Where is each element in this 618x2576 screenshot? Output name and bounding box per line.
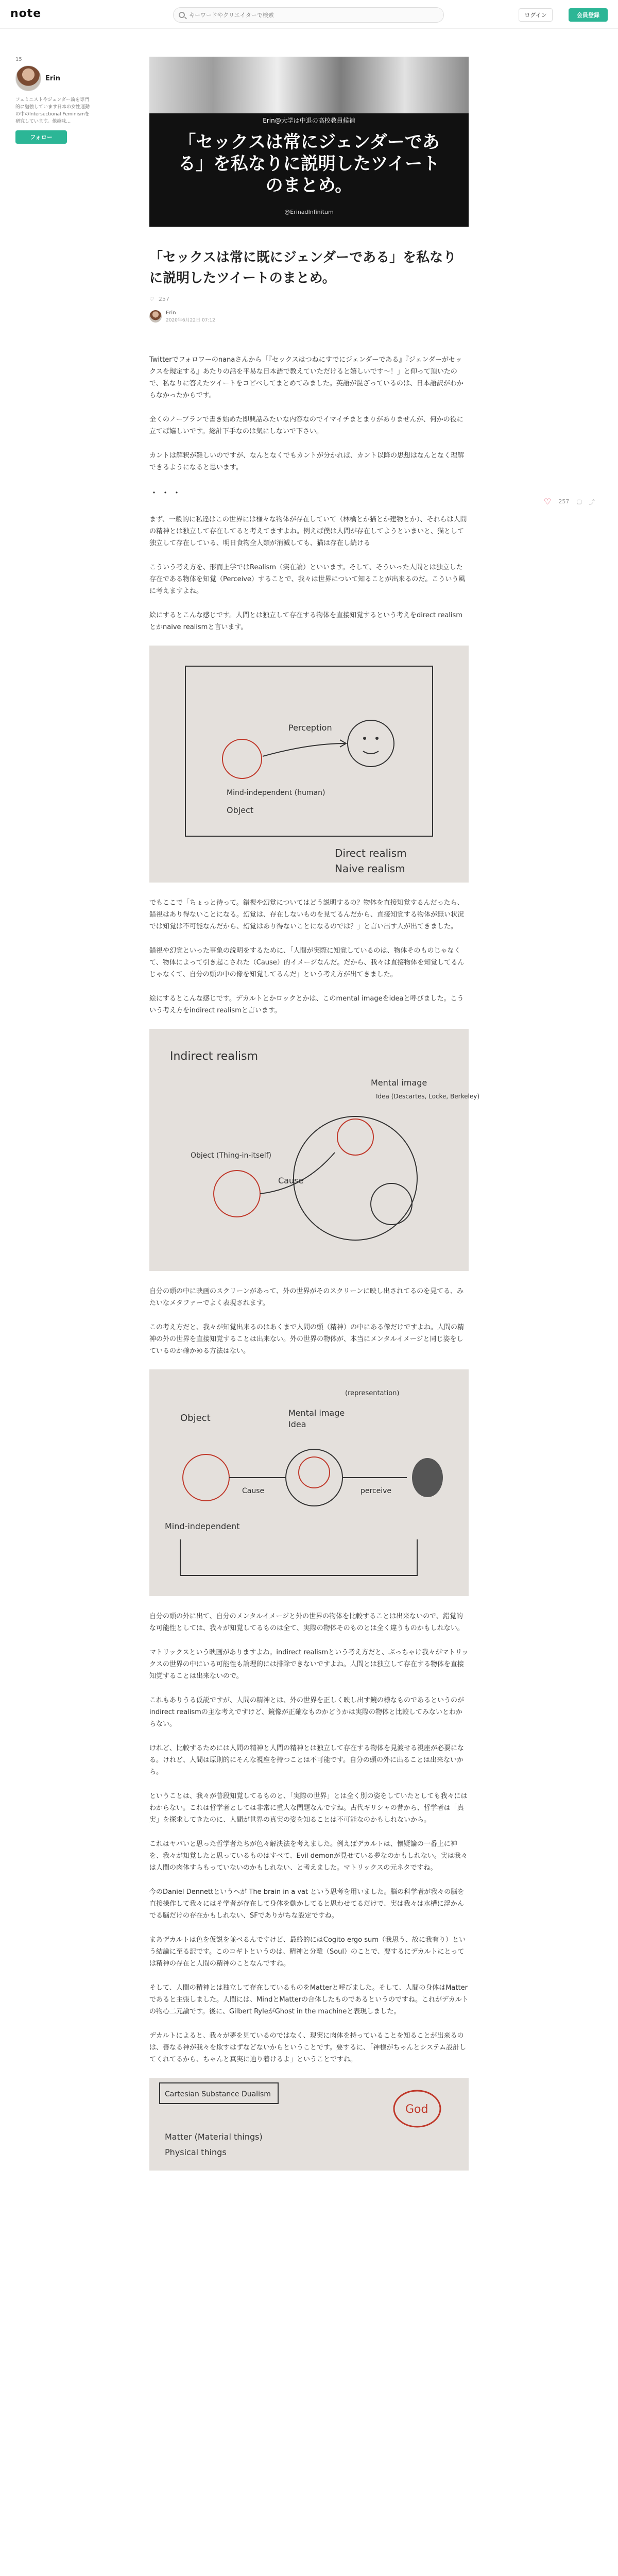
paragraph: 絵にするとこんな感じです。デカルトとかロックとかは、このmental imageをideaと呼びました。こういう考え方をindirect realismと言います。	[149, 995, 464, 1014]
avatar[interactable]	[15, 65, 41, 91]
paragraph: Twitterでフォロワーのnanaさんから「『セックスはつねにすでにジェンダーである』『ジェンダーがセックスを規定する』あたりの話を平易な日本語で教えていただけると嬉しいです〜！」と仰って頂いたので、私なりに答えたツイートをコピペしてまとめてみました。英語が混ざっているのは、日本語訳がわからなかったからです。	[149, 356, 464, 399]
paragraph: まず、一般的に私達はこの世界には様々な物体が存在していて（林檎とか猫とか建物とか）、それらは人間の精神とは独立して存在してると考えてますよね。例えば僕は人間が存在してようといまいと、猫として独立して存在している、明日食物全人類が消滅しても、猫は存在し続ける	[149, 516, 467, 547]
comment-icon[interactable]: ▢	[576, 498, 582, 505]
cover-photo	[149, 57, 469, 113]
login-button[interactable]: ログイン	[519, 8, 553, 22]
author-name[interactable]: Erin	[45, 74, 61, 82]
like-icon[interactable]: ♡	[149, 296, 154, 302]
figure-mental-image	[149, 1369, 469, 1596]
byline-avatar[interactable]	[149, 310, 162, 323]
cover-handle: @ErinadInfinitum	[284, 209, 334, 215]
figure1-label: Object	[227, 805, 254, 815]
section-break: ・・・	[149, 488, 183, 499]
search-input[interactable]	[189, 10, 436, 20]
paragraph: 全くのノープランで書き始めた即興話みたいな内容なのでイマイチまとまりがありませんが、何かの役に立てば嬉しいです。総計下手なのは気にしないで下さい。	[149, 416, 464, 435]
figure3-label: Idea	[288, 1419, 306, 1429]
follower-count: 15	[15, 57, 22, 62]
figure3-label: Object	[180, 1413, 211, 1423]
article-main	[149, 57, 480, 2185]
figure3-label: Cause	[242, 1487, 265, 1495]
byline-date: 2020年6月22日 07:12	[166, 318, 215, 323]
paragraph: 自分の頭の外に出て、自分のメンタルイメージと外の世界の物体を比較することは出来ないので、錯覚的な可能性としては、我々が知覚してるものは全て、実際の物体そのものとは全く違うものかもしれない。	[149, 1613, 464, 1632]
byline-author[interactable]: Erin	[166, 310, 176, 316]
share-icon[interactable]: ⤴	[589, 498, 595, 505]
figure4-label: Cartesian Substance Dualism	[165, 2090, 271, 2098]
paragraph: カントは解釈が難しいのですが、なんとなくでもカントが分かれば、カント以降の思想はなんとなく理解できるようになると思います。	[149, 452, 465, 471]
paragraph: まあデカルトは色を仮説を並べるんですけど、最終的にはCogito ergo sum（我思う、故に我有り）という結論に至る訳です。このコギトというのは、精神と分離（Soul）のことで、要するにデカルトにとっては精神の存在と人間の精神のことなんですね。	[149, 1936, 466, 1968]
figure2-label: Indirect realism	[170, 1050, 259, 1063]
figure3-label: perceive	[360, 1487, 392, 1495]
cover-kicker: Erin@大学は中退の高校教員候補	[263, 117, 355, 124]
paragraph: こういう考え方を、形而上学ではRealism（実在論）といいます。そして、そういった人間とは独立した存在である物体を知覚（Perceive）することで、我々は世界について知ることが出来るのだ。こういう風に考えますよね。	[149, 564, 466, 595]
figure4-label: Physical things	[165, 2147, 227, 2157]
author-bio: フェミニストやジェンダー論を専門的に勉強しています日本の女性運動の中のIntersectional Feminismを研究しています。他趣味…	[15, 97, 90, 124]
paragraph: そして、人間の精神とは独立して存在しているものをMatterと呼びました。そして、人間の身体はMatterであると主張しました。人間には、MindとMatterの合体したものであるというのですね。これがデカルトの物心二元論です。後に、Gilbert RyleがGhost in the machineと表現しました。	[149, 1984, 469, 2015]
figure2-label: Object (Thing-in-itself)	[191, 1151, 272, 1160]
search-bar[interactable]	[173, 7, 444, 23]
paragraph: マトリックスという映画がありますよね。indirect realismという考え方だと、ぶっちゃけ我々がマトリックスの世界の中にいる可能性も論理的には排除できないですよね。人間とは独立して存在する物体を直接知覚することは出来ないので。	[149, 1649, 469, 1680]
article-title: 「セックスは常に既にジェンダーである」を私なりに説明したツイートのまとめ。	[149, 250, 457, 286]
figure-direct-realism	[149, 646, 469, 883]
figure2-label: Mental image	[371, 1078, 427, 1088]
paragraph: でもここで「ちょっと待って。錯視や幻覚についてはどう説明するの？物体を直接知覚するんだったら、錯視はあり得ないことになる。幻覚は、存在しないものを見てるんだから、直接知覚する物体が無い状況では知覚は不可能なんだから、幻覚はあり得ないことになるのでは？」と言い出す人が出てきました。	[149, 899, 465, 930]
side-like-count: 257	[558, 498, 570, 505]
paragraph: けれど、比較するためには人間の精神と人間の精神とは独立して存在する物体を見渡せる視座が必要になる。けれど、人間は原則的にそんな視座を持つことは不可能です。自分の頭の外に出ることは出来ないから。	[149, 1744, 465, 1776]
cover-title: 「セックスは常にジェンダーである」を私なりに説明したツイートのまとめ。	[178, 132, 440, 196]
paragraph: これはヤバいと思った哲学者たちが色々解決法を考えました。例えばデカルトは、懐疑論の一番上に神を、我々が知覚したと思っているものはすべて、Evil demonが見せている夢なのかもしれない。実は我々は人間の肉体すらもっていないのかもしれない、と考えました。マトリックスの元ネタですね。	[149, 1840, 468, 1872]
note-logo[interactable]: note	[10, 7, 42, 20]
figure3-label: (representation)	[345, 1389, 400, 1397]
figure2-label: Idea (Descartes, Locke, Berkeley)	[376, 1093, 480, 1100]
top-header	[0, 0, 618, 29]
figure3-label: Mental image	[288, 1408, 345, 1418]
figure1-label: Naive realism	[335, 862, 405, 875]
signup-button[interactable]: 会員登録	[569, 8, 608, 22]
figure4-label: Matter (Material things)	[165, 2132, 263, 2142]
figure-cartesian-dualism	[149, 2078, 469, 2171]
paragraph: 今のDaniel Dennettというヘが The brain in a vat という思考を用いました。脳の科学者が我々の脳を直接操作して我々にはそ学者が存在して身体を動かしてると思わせてるだけで、実は我々は水槽に浮かんでる脳だけの存在かもしれない、SFでありがちな設定ですね。	[149, 1888, 465, 1920]
article-body	[149, 354, 480, 2171]
cover-image	[149, 57, 469, 227]
paragraph: これもありうる仮説ですが、人間の精神とは、外の世界を正しく映し出す鏡の様なものであるというのがindirect realismの主な考えですけど、鏡像が正確なものかどうかは実際の物体と比較してみないとわからない。	[149, 1697, 465, 1728]
byline[interactable]	[149, 310, 469, 323]
side-actions	[544, 497, 595, 506]
paragraph: デカルトによると、我々が夢を見ているのではなく、現実に肉体を持っていることを知ることが出来るのは、善なる神が我々を欺すはずなどないからということです。要するに、「神様がちゃんとシステム設計してくれてるから、ちゃんと真実に辿り着けるよ」ということですね。	[149, 2032, 467, 2063]
figure1-label: Perception	[288, 723, 332, 733]
follow-button[interactable]: フォロー	[15, 130, 67, 144]
figure2-label: Cause	[278, 1176, 304, 1185]
paragraph: 錯視や幻覚といった事象の説明をするために、「人間が実際に知覚しているのは、物体そのものじゃなくて、物体によって引き起こされた（Cause）的イメージなんだ。だから、我々は直接物体を知覚してるんじゃなくて、自分の頭の中の像を知覚してるんだ」という考え方が出てきました。	[149, 947, 465, 978]
paragraph: 絵にするとこんな感じです。人間とは独立して存在する物体を直接知覚するという考えをdirect realismとかnaive realismと言います。	[149, 612, 462, 631]
search-icon	[179, 12, 185, 18]
figure-indirect-realism	[149, 1029, 480, 1271]
paragraph: 自分の頭の中に映画のスクリーンがあって、外の世界がそのスクリーンに映し出されてるのを見てる、みたいなメタファーでよく表現されます。	[149, 1287, 464, 1307]
paragraph: ということは、我々が普段知覚してるものと、「実際の世界」とは全く別の姿をしていたとしても我々にはわからない。これは哲学者としては非常に重大な問題なんですね。古代ギリシャの昔から、哲学者は「真実」を探求してきたのに、人間が世界の真実の姿を知ることは不可能なのかもしれないから。	[149, 1792, 468, 1824]
like-row	[149, 296, 469, 302]
figure3-label: Mind-independent	[165, 1521, 240, 1531]
paragraph: この考え方だと、我々が知覚出来るのはあくまで人間の頭（精神）の中にある像だけですよね。人間の精神の外の世界を直接知覚することは出来ない。外の世界の物体が、本当にメンタルイメージと同じ姿をしているのか確かめる方法はない。	[149, 1324, 465, 1355]
figure4-label: God	[405, 2103, 428, 2116]
author-row[interactable]	[15, 65, 93, 91]
heart-icon[interactable]: ♡	[544, 497, 552, 506]
figure1-label: Direct realism	[335, 847, 407, 859]
figure1-label: Mind-independent (human)	[227, 789, 325, 797]
author-sidebar	[15, 57, 93, 144]
article-like-count: 257	[158, 296, 169, 302]
